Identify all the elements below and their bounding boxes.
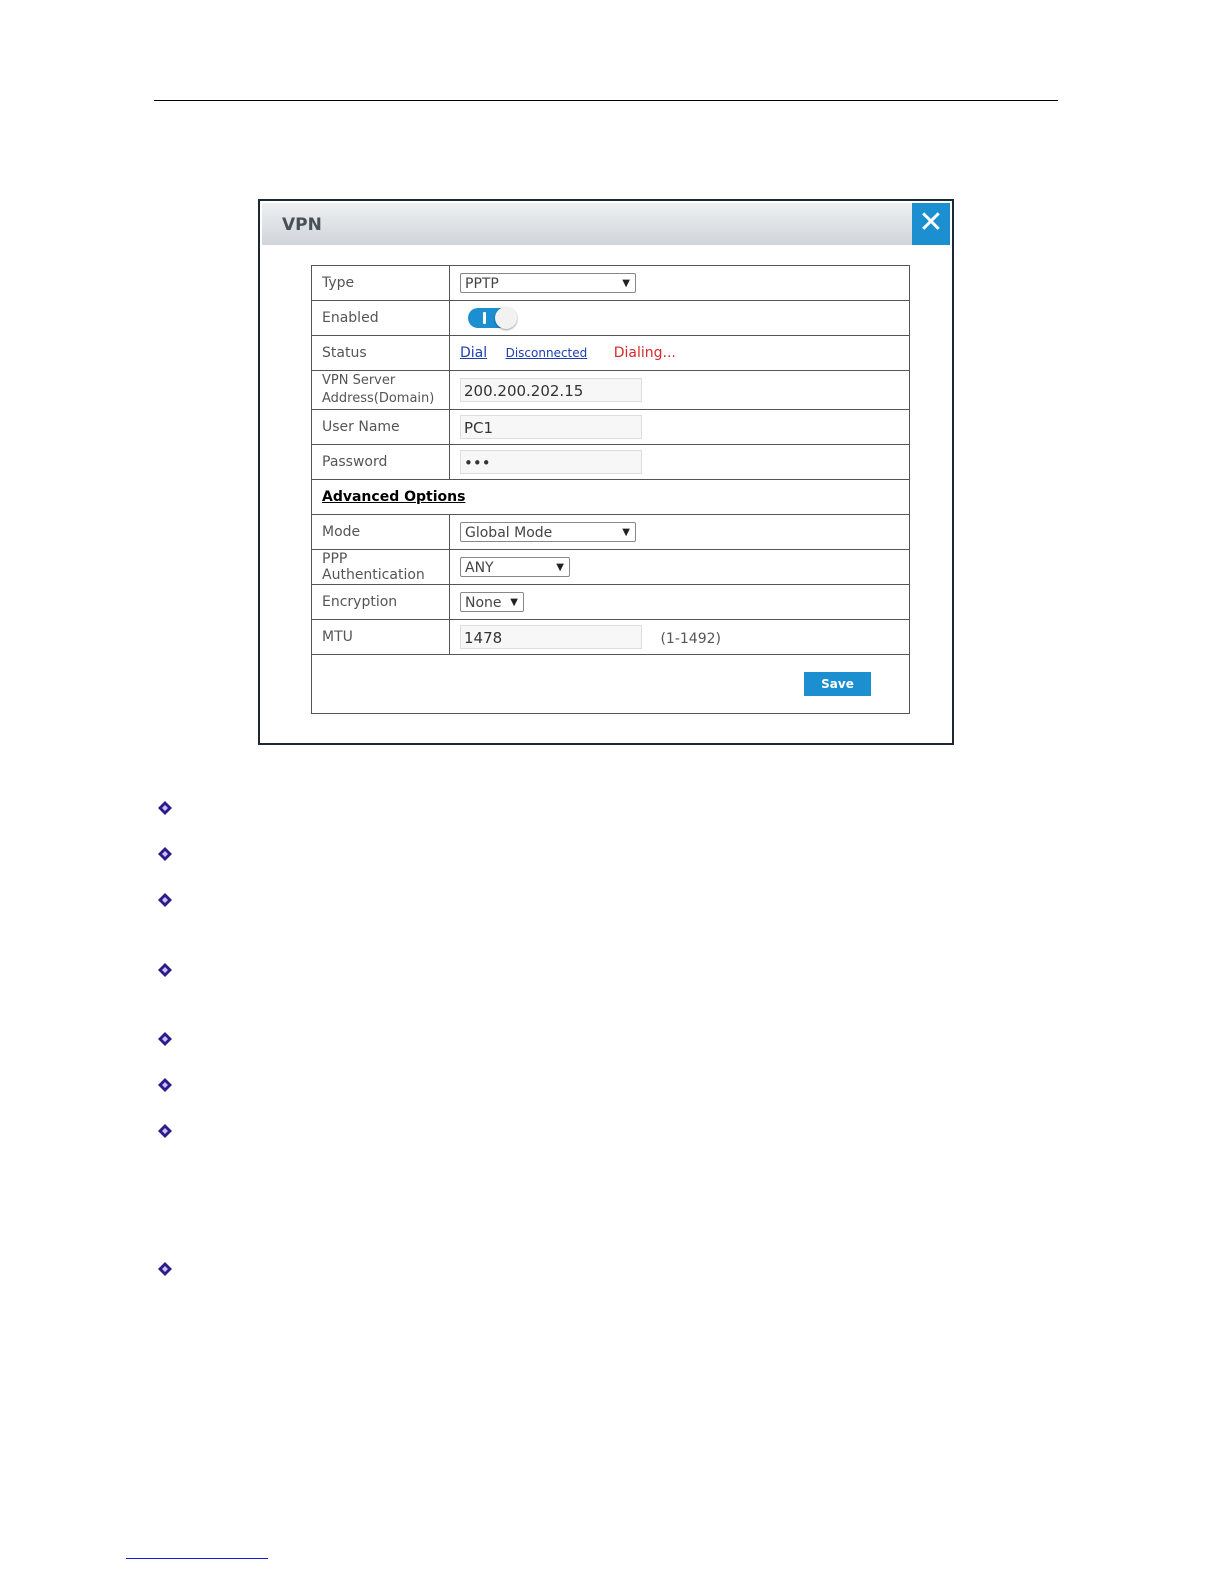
diamond-bullet-icon xyxy=(158,1078,172,1092)
header-rule xyxy=(154,100,1058,101)
advanced-row xyxy=(312,480,910,515)
enabled-toggle[interactable] xyxy=(468,307,518,329)
close-button[interactable] xyxy=(912,203,950,245)
mode-select-value: Global Mode xyxy=(465,525,553,541)
close-icon: ✕ xyxy=(918,205,944,240)
diamond-bullet-icon xyxy=(158,963,172,977)
enabled-cell xyxy=(450,301,910,336)
dialing-status-text: Dialing... xyxy=(613,345,676,361)
advanced-cell xyxy=(312,480,910,515)
server-label-line1: VPN Server xyxy=(322,373,396,388)
mode-row xyxy=(312,515,910,550)
type-row xyxy=(312,266,910,301)
mtu-input[interactable]: 1478 xyxy=(460,625,642,649)
password-label: Password xyxy=(312,445,450,480)
dropdown-arrow-icon: ▼ xyxy=(622,527,630,538)
mtu-cell xyxy=(450,620,910,655)
mode-cell xyxy=(450,515,910,550)
diamond-bullet-icon xyxy=(158,1262,172,1276)
server-label xyxy=(312,371,450,410)
status-row xyxy=(312,336,910,371)
mtu-label: MTU xyxy=(312,620,450,655)
toggle-on-indicator-icon xyxy=(483,312,486,324)
ppp-auth-row xyxy=(312,550,910,585)
encryption-cell xyxy=(450,585,910,620)
password-row xyxy=(312,445,910,480)
diamond-bullet-icon xyxy=(158,1124,172,1138)
username-row xyxy=(312,410,910,445)
dropdown-arrow-icon: ▼ xyxy=(622,278,630,289)
type-select[interactable] xyxy=(460,273,636,293)
server-address-input[interactable]: 200.200.202.15 xyxy=(460,378,642,402)
status-cell xyxy=(450,336,910,371)
server-label-line2: Address(Domain) xyxy=(322,391,435,406)
diamond-bullet-icon xyxy=(158,893,172,907)
diamond-bullet-icon xyxy=(158,801,172,815)
dropdown-arrow-icon: ▼ xyxy=(510,597,518,608)
save-button[interactable]: Save xyxy=(804,672,871,696)
ppp-auth-cell xyxy=(450,550,910,585)
ppp-auth-label: PPP Authentication xyxy=(312,550,450,585)
save-cell xyxy=(312,655,910,714)
mtu-range-hint: (1-1492) xyxy=(660,631,721,647)
disconnected-link[interactable]: Disconnected xyxy=(505,346,588,360)
save-row xyxy=(312,655,910,714)
server-cell xyxy=(450,371,910,410)
ppp-auth-select-value: ANY xyxy=(465,560,494,576)
type-select-value: PPTP xyxy=(465,276,499,292)
mode-select[interactable] xyxy=(460,522,636,542)
mtu-row xyxy=(312,620,910,655)
vpn-dialog xyxy=(258,199,954,745)
ppp-auth-select[interactable] xyxy=(460,557,570,577)
username-input[interactable]: PC1 xyxy=(460,415,642,439)
username-label: User Name xyxy=(312,410,450,445)
mode-label: Mode xyxy=(312,515,450,550)
toggle-knob xyxy=(495,307,517,329)
encryption-select-value: None xyxy=(465,595,502,611)
diamond-bullet-icon xyxy=(158,1032,172,1046)
dialog-title: VPN xyxy=(282,215,322,235)
advanced-options-link[interactable]: Advanced Options xyxy=(322,489,466,505)
dropdown-arrow-icon: ▼ xyxy=(556,562,564,573)
encryption-row xyxy=(312,585,910,620)
password-input[interactable]: ••• xyxy=(460,450,642,474)
enabled-row xyxy=(312,301,910,336)
type-cell xyxy=(450,266,910,301)
dialog-titlebar xyxy=(262,203,950,245)
status-label: Status xyxy=(312,336,450,371)
encryption-label: Encryption xyxy=(312,585,450,620)
password-cell xyxy=(450,445,910,480)
enabled-label: Enabled xyxy=(312,301,450,336)
dial-link[interactable]: Dial xyxy=(460,345,488,361)
type-label: Type xyxy=(312,266,450,301)
encryption-select[interactable] xyxy=(460,592,524,612)
vpn-form-table xyxy=(311,265,910,714)
username-cell xyxy=(450,410,910,445)
footer-rule xyxy=(126,1558,268,1559)
server-row xyxy=(312,371,910,410)
diamond-bullet-icon xyxy=(158,847,172,861)
